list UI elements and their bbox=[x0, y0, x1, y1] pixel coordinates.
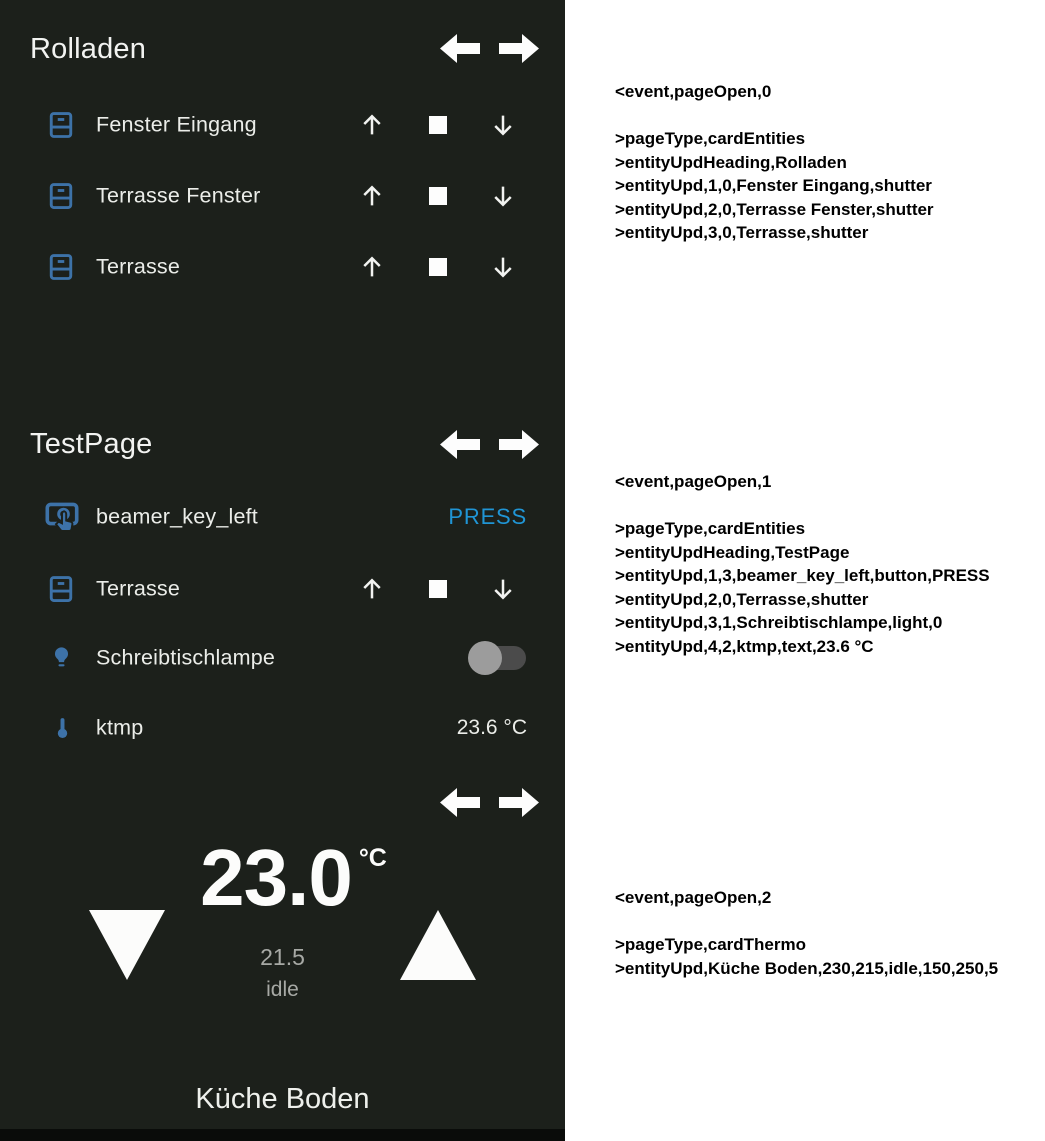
card-rolladen-title: Rolladen bbox=[30, 33, 147, 65]
entity-row-terrasse-2 bbox=[0, 554, 565, 624]
entity-label: beamer_key_left bbox=[96, 504, 258, 529]
log-line: >entityUpd,3,0,Terrasse,shutter bbox=[615, 223, 869, 242]
log-line: <event,pageOpen,1 bbox=[615, 472, 772, 491]
shutter-stop-icon[interactable] bbox=[429, 116, 447, 134]
current-temperature-value: 23.0 bbox=[200, 833, 352, 922]
entity-row-terrasse-fenster bbox=[0, 161, 565, 231]
entity-row-ktmp bbox=[0, 693, 565, 763]
log-line: >entityUpd,4,2,ktmp,text,23.6 °C bbox=[615, 636, 874, 656]
nav-prev-icon[interactable] bbox=[440, 34, 480, 63]
current-temperature bbox=[11, 833, 576, 922]
hvac-state: idle bbox=[266, 978, 299, 1001]
shutter-up-icon[interactable] bbox=[357, 574, 387, 604]
entity-row-terrasse bbox=[0, 232, 565, 302]
log-line: <event,pageOpen,2 bbox=[615, 888, 772, 907]
shutter-up-icon[interactable] bbox=[357, 181, 387, 211]
shutter-down-icon[interactable] bbox=[488, 181, 518, 211]
thermometer-icon bbox=[50, 716, 75, 741]
shutter-down-icon[interactable] bbox=[488, 252, 518, 282]
window-shutter-icon bbox=[46, 252, 76, 282]
panel-bottom-edge bbox=[0, 1129, 565, 1141]
log-block-page0 bbox=[615, 80, 1040, 245]
lightbulb-icon bbox=[48, 645, 75, 672]
entity-label: Terrasse Fenster bbox=[96, 183, 261, 208]
shutter-stop-icon[interactable] bbox=[429, 258, 447, 276]
nav-prev-icon[interactable] bbox=[440, 430, 480, 459]
entity-label: Schreibtischlampe bbox=[96, 645, 276, 670]
entity-label: Fenster Eingang bbox=[96, 112, 257, 137]
log-line: >entityUpd,Küche Boden,230,215,idle,150,250,5 bbox=[615, 958, 999, 978]
log-line: <event,pageOpen,0 bbox=[615, 82, 772, 101]
window-shutter-icon bbox=[46, 110, 76, 140]
log-line: >entityUpd,2,0,Terrasse,shutter bbox=[615, 589, 869, 609]
nav-next-icon[interactable] bbox=[499, 34, 539, 63]
log-line: >pageType,cardEntities bbox=[615, 519, 806, 538]
toggle-knob bbox=[468, 641, 502, 675]
entity-row-schreibtischlampe bbox=[0, 623, 565, 693]
log-line: >pageType,cardEntities bbox=[615, 129, 806, 148]
shutter-down-icon[interactable] bbox=[488, 110, 518, 140]
thermostat-name: Küche Boden bbox=[195, 1083, 370, 1115]
shutter-up-icon[interactable] bbox=[357, 252, 387, 282]
press-button[interactable]: PRESS bbox=[448, 504, 527, 529]
log-line: >entityUpd,1,3,beamer_key_left,button,PRESS bbox=[615, 566, 990, 585]
nav-next-icon[interactable] bbox=[499, 788, 539, 817]
log-block-page2 bbox=[615, 886, 1040, 980]
gesture-tap-button-icon bbox=[44, 499, 80, 535]
log-line: >entityUpd,2,0,Terrasse Fenster,shutter bbox=[615, 199, 934, 219]
window-shutter-icon bbox=[46, 574, 76, 604]
target-temperature: 21.5 bbox=[260, 944, 305, 970]
log-line: >entityUpd,3,1,Schreibtischlampe,light,0 bbox=[615, 613, 943, 632]
log-line: >entityUpdHeading,TestPage bbox=[615, 542, 850, 562]
shutter-stop-icon[interactable] bbox=[429, 187, 447, 205]
window-shutter-icon bbox=[46, 181, 76, 211]
log-block-page1 bbox=[615, 470, 1040, 658]
light-toggle-off[interactable] bbox=[468, 641, 526, 675]
entity-label: ktmp bbox=[96, 715, 144, 740]
card-testpage-title: TestPage bbox=[30, 428, 153, 460]
nav-next-icon[interactable] bbox=[499, 430, 539, 459]
shutter-stop-icon[interactable] bbox=[429, 580, 447, 598]
entity-label: Terrasse bbox=[96, 254, 181, 279]
shutter-up-icon[interactable] bbox=[357, 110, 387, 140]
shutter-down-icon[interactable] bbox=[488, 574, 518, 604]
entity-row-beamer-key-left bbox=[0, 482, 565, 552]
log-line: >entityUpdHeading,Rolladen bbox=[615, 152, 847, 172]
nav-prev-icon[interactable] bbox=[440, 788, 480, 817]
sensor-value: 23.6 °C bbox=[456, 716, 527, 739]
entity-row-fenster-eingang bbox=[0, 90, 565, 160]
entity-label: Terrasse bbox=[96, 576, 181, 601]
log-line: >entityUpd,1,0,Fenster Eingang,shutter bbox=[615, 176, 932, 195]
temperature-unit: °C bbox=[358, 844, 387, 872]
log-line: >pageType,cardThermo bbox=[615, 935, 806, 954]
